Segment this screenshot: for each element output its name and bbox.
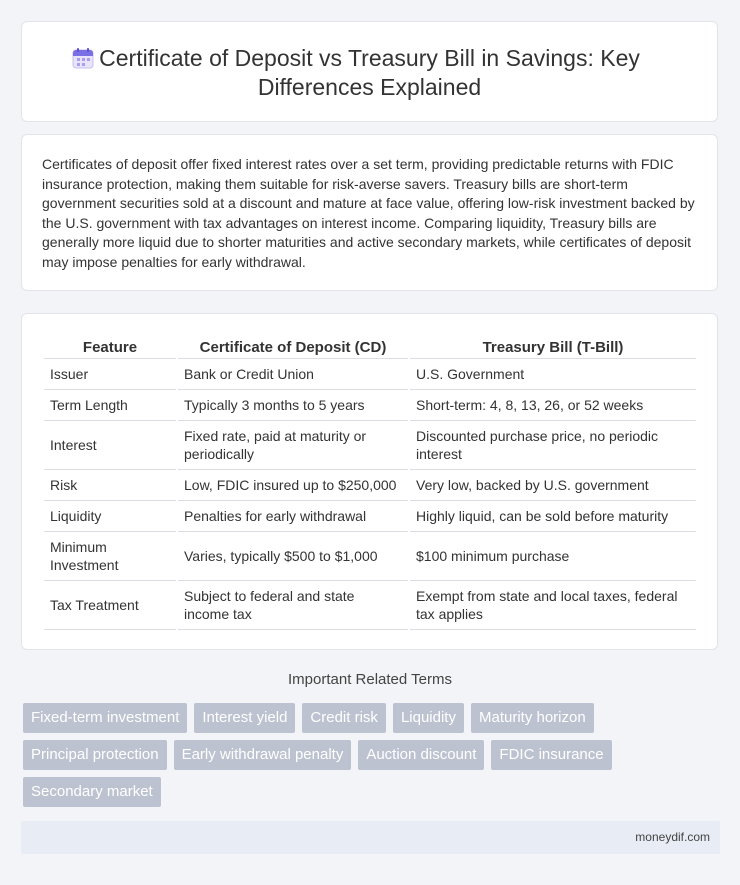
table-header-row [44,334,696,359]
table-row [44,470,696,501]
table-row [44,532,696,581]
table-cell: Tax Treatment [44,581,176,630]
table-row [44,421,696,470]
comparison-table-card [21,313,718,650]
header-tbill: Treasury Bill (T-Bill) [410,334,696,359]
table-row [44,501,696,532]
tag-auction-discount[interactable]: Auction discount [358,740,484,770]
intro-paragraph: Certificates of deposit offer fixed interest rates over a set term, providing predictable returns with FDIC insurance protection, making them suitable for risk-averse savers. Treasury bills are short-term government securities sold at a discount and mature at face value, offering low-risk investment backed by the U.S. government with tax advantages on interest income. Comparing liquidity, Treasury bills are generally more liquid due to shorter maturities and active secondary markets, while certificates of deposit may impose penalties for early withdrawal. [42,156,695,270]
table-cell: Highly liquid, can be sold before maturity [410,501,696,532]
table-row [44,390,696,421]
table-cell: Discounted purchase price, no periodic interest [410,421,696,470]
table-cell: Fixed rate, paid at maturity or periodically [178,421,408,470]
tag-interest-yield[interactable]: Interest yield [194,703,295,733]
tag-maturity-horizon[interactable]: Maturity horizon [471,703,594,733]
tag-liquidity[interactable]: Liquidity [393,703,464,733]
table-cell: U.S. Government [410,359,696,390]
table-cell: Liquidity [44,501,176,532]
tag-principal-protection[interactable]: Principal protection [23,740,167,770]
page-title: Certificate of Deposit vs Treasury Bill in Savings: Key Differences Explained [99,45,640,100]
intro-card [21,134,718,291]
table-cell: Issuer [44,359,176,390]
table-row [44,581,696,630]
tag-secondary-market[interactable]: Secondary market [23,777,161,807]
table-cell: Minimum Investment [44,532,176,581]
table-cell: Low, FDIC insured up to $250,000 [178,470,408,501]
table-cell: Bank or Credit Union [178,359,408,390]
table-cell: Term Length [44,390,176,421]
title-card [21,21,718,122]
tag-credit-risk[interactable]: Credit risk [302,703,386,733]
tag-fdic-insurance[interactable]: FDIC insurance [491,740,611,770]
table-cell: Very low, backed by U.S. government [410,470,696,501]
table-cell: Interest [44,421,176,470]
table-cell: Subject to federal and state income tax [178,581,408,630]
table-cell: Penalties for early withdrawal [178,501,408,532]
table-cell: Varies, typically $500 to $1,000 [178,532,408,581]
table-cell: Short-term: 4, 8, 13, 26, or 52 weeks [410,390,696,421]
tag-fixed-term-investment[interactable]: Fixed-term investment [23,703,187,733]
footer-site-label: moneydif.com [635,830,710,844]
tag-early-withdrawal-penalty[interactable]: Early withdrawal penalty [174,740,352,770]
table-cell: Risk [44,470,176,501]
header-feature: Feature [44,334,176,359]
related-terms-list [23,703,663,807]
related-terms-heading: Important Related Terms [288,671,452,688]
comparison-table [42,334,698,630]
table-cell: Typically 3 months to 5 years [178,390,408,421]
footer [21,821,720,854]
header-cd: Certificate of Deposit (CD) [178,334,408,359]
table-row [44,359,696,390]
table-cell: $100 minimum purchase [410,532,696,581]
table-cell: Exempt from state and local taxes, federal tax applies [410,581,696,630]
